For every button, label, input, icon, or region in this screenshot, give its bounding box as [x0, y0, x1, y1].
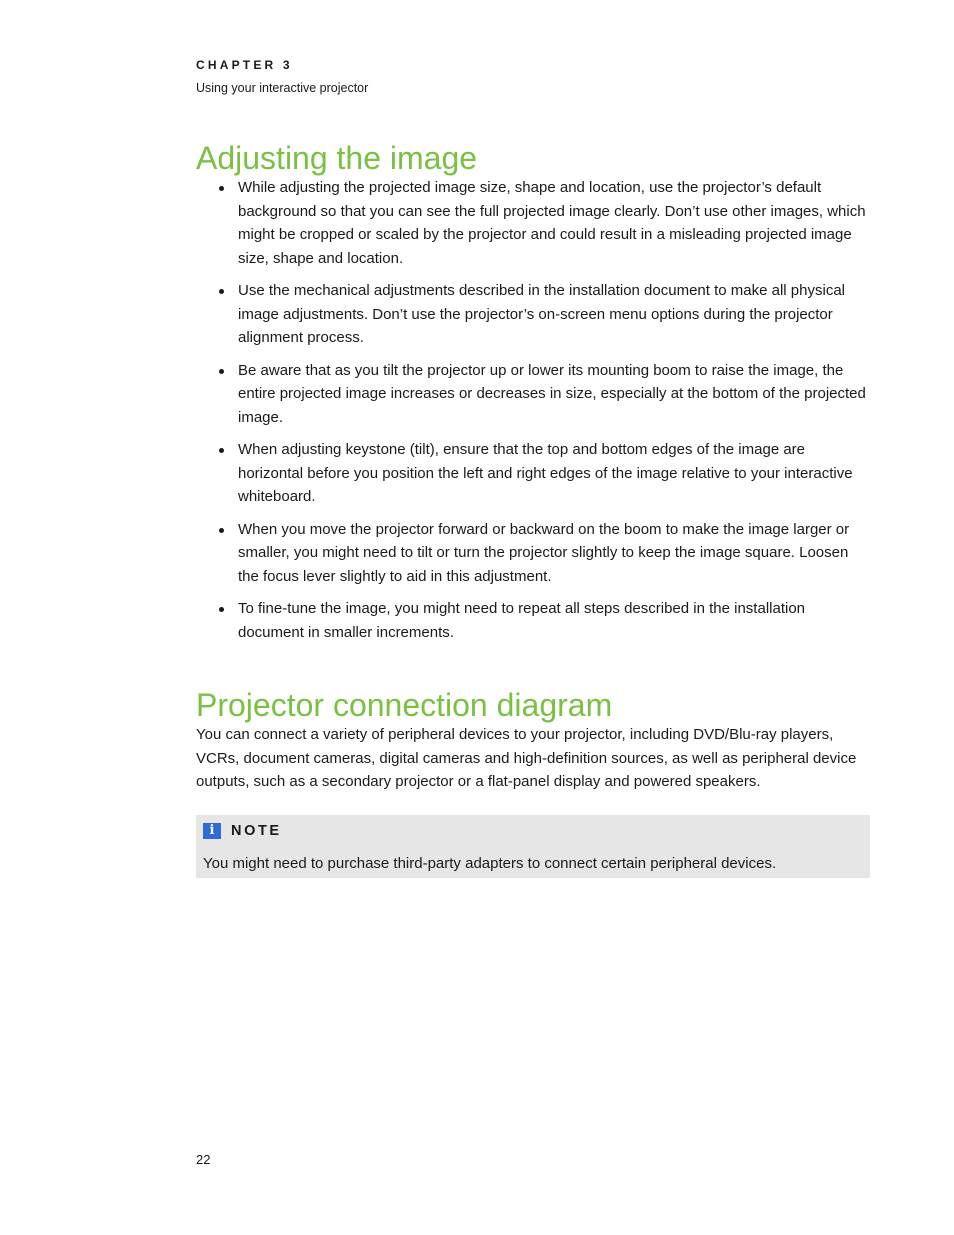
list-item-text: To fine-tune the image, you might need to repeat all steps described in the installation document in smaller increments.	[238, 600, 806, 641]
list-item	[216, 597, 872, 644]
list-item-text: Be aware that as you tilt the projector up or lower its mounting boom to raise the image, the entire projected image increases or decreases in size, especially at the bottom of the projected image.	[238, 361, 866, 426]
list-item-text: Use the mechanical adjustments described in the installation document to make all physical image adjustments. Don’t use the projector’s on-screen menu options during the projector alignment process.	[238, 282, 845, 346]
list-item-text: While adjusting the projected image size, shape and location, use the projector’s default background so that you can see the full projected image clearly. Don’t use other images, which might be cropped or scaled by the projector and could result in a misleading projected image size, shape and location.	[238, 179, 866, 267]
list-item-text: When you move the projector forward or backward on the boom to make the image larger or smaller, you might need to tilt or turn the projector slightly to keep the image square. Loosen the focus lever slightly to aid in this adjustment.	[238, 520, 850, 585]
chapter-subtitle: Using your interactive projector	[196, 81, 369, 95]
list-item	[216, 438, 872, 509]
section-heading-adjusting-image: Adjusting the image	[196, 140, 478, 176]
bullet-icon	[219, 369, 224, 374]
adjusting-image-bullet-list	[216, 176, 872, 653]
bullet-icon	[219, 448, 224, 453]
info-icon: i	[203, 823, 221, 839]
list-item	[216, 176, 872, 270]
bullet-icon	[219, 528, 224, 533]
list-item-text: When adjusting keystone (tilt), ensure that the top and bottom edges of the image are horizontal before you position the left and right edges of the image relative to your interactive whiteboard.	[238, 441, 853, 505]
note-title: NOTE	[231, 823, 282, 839]
section-heading-connection-diagram: Projector connection diagram	[196, 687, 613, 723]
list-item	[216, 518, 872, 589]
page-number: 22	[196, 1152, 211, 1167]
note-text: You might need to purchase third-party adapters to connect certain peripheral devices.	[203, 855, 777, 872]
connection-intro-paragraph: You can connect a variety of peripheral devices to your projector, including DVD/Blu-ray players, VCRs, document cameras, digital cameras and high-definition sources, as well as peripheral device outputs, such as a secondary projector or a flat-panel display and powered speakers.	[196, 726, 857, 790]
note-box	[196, 815, 870, 878]
chapter-label: CHAPTER 3	[196, 58, 293, 72]
bullet-icon	[219, 186, 224, 191]
bullet-icon	[219, 289, 224, 294]
bullet-icon	[219, 607, 224, 612]
list-item	[216, 279, 872, 350]
list-item	[216, 359, 872, 430]
